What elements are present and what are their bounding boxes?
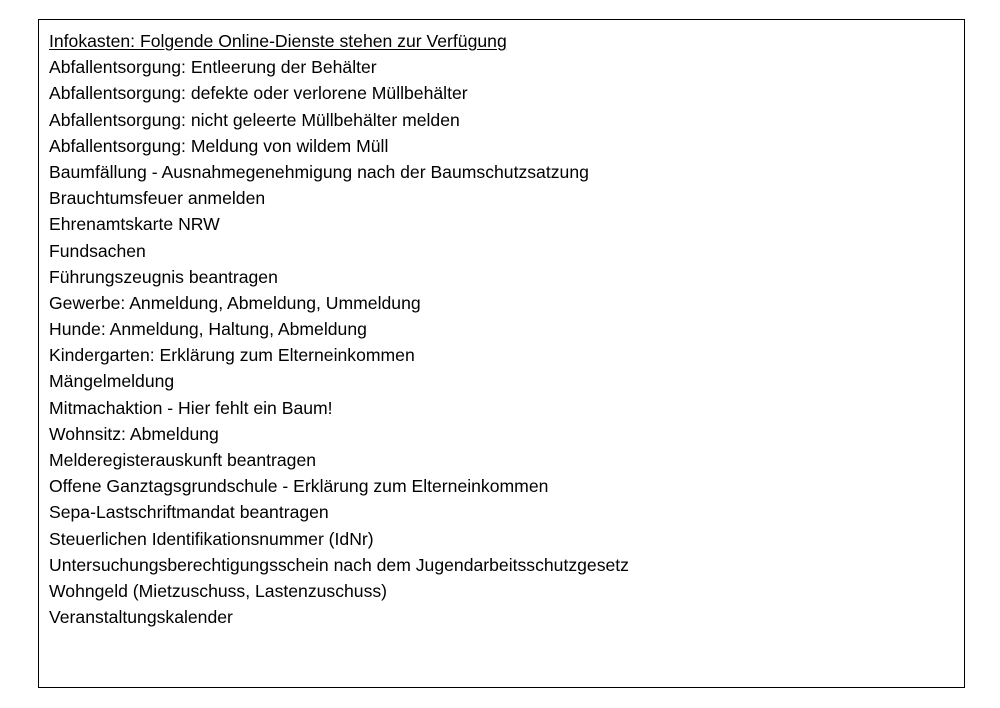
service-item: Abfallentsorgung: Meldung von wildem Müll	[49, 135, 389, 156]
info-box	[38, 19, 965, 688]
service-item: Brauchtumsfeuer anmelden	[49, 188, 266, 209]
service-item: Veranstaltungskalender	[49, 607, 233, 628]
service-item: Fundsachen	[49, 240, 146, 261]
service-item: Sepa-Lastschriftmandat beantragen	[49, 502, 329, 523]
service-item: Offene Ganztagsgrundschule - Erklärung zum Elterneinkommen	[49, 476, 549, 497]
service-item: Wohngeld (Mietzuschuss, Lastenzuschuss)	[49, 580, 388, 601]
service-item: Melderegisterauskunft beantragen	[49, 450, 317, 470]
service-item: Ehrenamtskarte NRW	[49, 214, 220, 235]
service-item: Führungszeugnis beantragen	[49, 266, 278, 287]
service-item: Baumfällung - Ausnahmegenehmigung nach der Baumschutzsatzung	[49, 161, 589, 182]
service-item: Steuerlichen Identifikationsnummer (IdNr)	[49, 528, 374, 549]
service-item: Gewerbe: Anmeldung, Abmeldung, Ummeldung	[49, 292, 421, 313]
service-item: Hunde: Anmeldung, Haltung, Abmeldung	[49, 319, 367, 340]
service-item: Wohnsitz: Abmeldung	[49, 423, 219, 444]
info-box-heading: Infokasten: Folgende Online-Dienste stehen zur Verfügung	[49, 31, 507, 51]
service-item: Mitmachaktion - Hier fehlt ein Baum!	[49, 397, 333, 418]
service-item: Abfallentsorgung: defekte oder verlorene Müllbehälter	[49, 83, 468, 104]
service-item: Mängelmeldung	[49, 371, 175, 392]
service-item: Kindergarten: Erklärung zum Elterneinkommen	[49, 345, 415, 366]
service-item: Abfallentsorgung: Entleerung der Behälter	[49, 57, 377, 78]
service-item: Untersuchungsberechtigungsschein nach dem Jugendarbeitsschutzgesetz	[49, 554, 629, 575]
service-item: Abfallentsorgung: nicht geleerte Müllbehälter melden	[49, 109, 460, 130]
service-list	[49, 54, 964, 630]
